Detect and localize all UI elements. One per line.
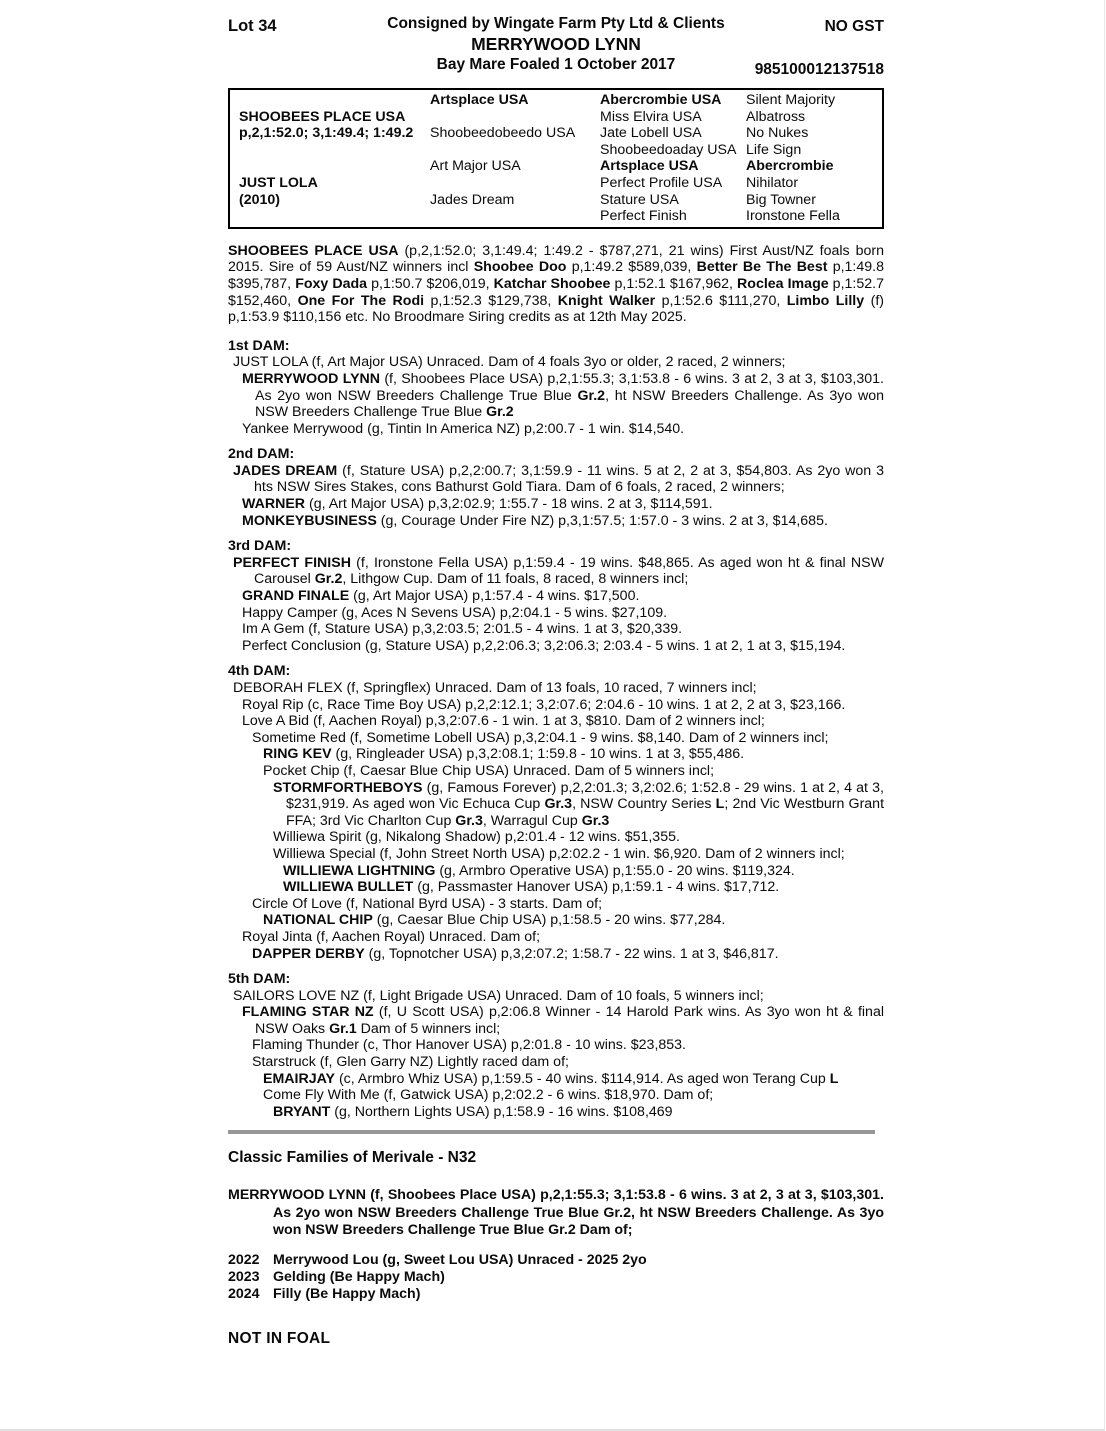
pedigree-gen3-2: Jate Lobell USA [600,125,702,142]
pedigree-entry [228,354,884,371]
bold-text: WILLIEWA BULLET [283,879,414,896]
microchip-number: 985100012137518 [754,61,884,78]
bold-text: L [715,796,725,813]
progeny-description: Filly (Be Happy Mach) [273,1286,421,1303]
bold-text: BRYANT [273,1103,331,1120]
pedigree-entry [228,896,884,913]
plain-text: (f, Ironstone Fella USA) p,1:59.4 - 19 wins. $48,865. As aged won ht & final NSW Carousel [254,554,884,588]
pedigree-entry [228,588,884,605]
consignor-line: Consigned by Wingate Farm Pty Ltd & Clients [387,15,725,32]
plain-text: Perfect Conclusion (g, Stature USA) p,2,2:06.3; 3,2:06.3; 2:03.4 - 5 wins. 1 at 2, 1 at 3, $15,194. [242,637,846,654]
pedigree-entry [228,421,884,438]
pedigree-entry [228,763,884,780]
pedigree-entry [228,513,884,530]
plain-text: Dam of 5 winners incl; [356,1020,501,1037]
plain-text: (f, U Scott USA) p,2:06.8 Winner - 14 Harold Park wins. As 3yo won ht & final NSW Oaks [255,1004,884,1037]
pedigree-entry [228,713,884,730]
pedigree-dam-cell [230,158,430,224]
plain-text: Williewa Special (f, John Street North USA) p,2:02.2 - 1 win. $6,920. Dam of 2 winners incl; [273,845,845,862]
bold-text: Gr.2 [577,387,606,404]
progeny-description: Gelding (Be Happy Mach) [273,1269,445,1286]
bold-text: Katchar Shoobee [493,275,611,292]
pedigree-gen2-2: Art Major USA [430,158,521,175]
bold-text: WARNER [242,496,306,513]
pedigree-entry [228,746,884,763]
pedigree-entry [228,829,884,846]
plain-text: (p,2,1:52.0; 3,1:49.4; 1:49.2 - $787,271, 21 wins) First Aust/NZ foals born 2015. Sire of 59 Aust/NZ winners incl [228,242,884,276]
horse-name: MERRYWOOD LYNN [471,34,641,54]
pedigree-entry [228,1054,884,1071]
pedigree-entry [228,929,884,946]
sire-summary-paragraph [228,243,884,326]
plain-text: (g, Courage Under Fire NZ) p,3,1:57.5; 1:57.0 - 3 wins. 2 at 3, $14,685. [376,512,828,529]
pedigree-gen2-3: Jades Dream [430,191,515,208]
plain-text: (g, Armbro Operative USA) p,1:55.0 - 20 wins. $119,324. [435,862,795,879]
pedigree-entry [228,1037,884,1054]
foal-status: NOT IN FOAL [228,1329,331,1347]
mare-summary-paragraph: MERRYWOOD LYNN (f, Shoobees Place USA) p,2,1:55.3; 3,1:53.8 - 6 wins. 3 at 2, 3 at 3, $103,301. As 2yo won NSW Breeders Challenge True Blue Gr.2, ht NSW Breeders Challenge. As 3yo won NSW Breeders Challenge True Blue Gr.2 Dam of; [228,1187,884,1238]
pedigree-entry [228,946,884,963]
plain-text: (g, Passmaster Hanover USA) p,1:59.1 - 4 wins. $17,712. [413,879,780,896]
bold-text: WILLIEWA LIGHTNING [283,862,436,879]
plain-text: p,1:52.3 $129,738, [424,292,558,309]
plain-text: (g, Ringleader USA) p,3,2:08.1; 1:59.8 - 10 wins. 1 at 3, $55,486. [331,746,745,763]
plain-text: (g, Art Major USA) p,3,2:02.9; 1:55.7 - 18 wins. 2 at 3, $114,591. [305,496,713,513]
bold-text: JADES DREAM [233,462,338,479]
plain-text: Circle Of Love (f, National Byrd USA) - 3 starts. Dam of; [252,895,603,912]
lot-number: Lot 34 [228,17,277,35]
pedigree-gen3-1: Miss Elvira USA [600,108,702,125]
plain-text: , ht NSW Breeders Challenge. As 3yo won NSW Breeders Challenge True Blue [255,387,884,421]
pedigree-gen3-0: Abercrombie USA [600,92,722,108]
pedigree-entry [228,555,884,588]
progeny-row [228,1286,884,1303]
pedigree-gen3-5: Perfect Profile USA [600,174,723,191]
bold-text: DAPPER DERBY [252,945,365,962]
foaling-info: Bay Mare Foaled 1 October 2017 [436,56,676,73]
plain-text: p,1:52.1 $167,962, [610,275,738,292]
bold-text: EMAIRJAY [263,1070,336,1087]
pedigree-entry [228,1004,884,1037]
bold-text: Foxy Dada [295,275,368,292]
pedigree-sire-cell [230,92,430,158]
plain-text: , Lithgow Cup. Dam of 11 foals, 8 raced, 8 winners incl; [342,571,689,588]
pedigree-entry [228,697,884,714]
dam-section-heading: 3rd DAM: [228,538,292,555]
bold-text: NATIONAL CHIP [263,912,373,929]
pedigree-entry [228,1104,884,1121]
bold-text: Shoobee Doo [473,259,567,276]
section-divider [228,1130,875,1134]
progeny-year: 2024 [228,1286,260,1303]
page-header [228,14,884,80]
pedigree-entry [228,638,884,655]
sire-record: p,2,1:52.0; 3,1:49.4; 1:49.2 [239,125,414,142]
pedigree-entry [228,1087,884,1104]
progeny-description: Merrywood Lou (g, Sweet Lou USA) Unraced - 2025 2yo [273,1252,647,1269]
plain-text: , NSW Country Series [572,796,716,813]
bold-text: Gr.3 [544,796,573,813]
pedigree-entry [228,371,884,421]
page-content [228,14,884,1348]
dam-foaling-year: (2010) [239,191,281,208]
bold-text: Better Be The Best [696,259,828,276]
dam-section-heading: 4th DAM: [228,663,291,680]
bold-text: Roclea Image [737,275,829,292]
pedigree-gen3-3: Shoobeedoaday USA [600,141,737,158]
pedigree-gen2-0: Artsplace USA [430,92,529,108]
pedigree-gen4-7: Ironstone Fella [746,208,840,225]
plain-text: Royal Jinta (f, Aachen Royal) Unraced. Dam of; [242,928,541,945]
pedigree-table [228,88,884,229]
classic-families-heading: Classic Families of Merivale - N32 [228,1149,477,1167]
pedigree-entry [228,846,884,863]
pedigree-gen4-5: Nihilator [746,174,799,191]
plain-text: ; 2nd Vic Westburn Grant FFA; 3rd Vic Charlton Cup [286,796,885,829]
bold-text: Gr.2 [486,404,514,421]
pedigree-entry [228,863,884,880]
pedigree-entry [228,463,884,496]
dam-section-heading: 2nd DAM: [228,446,295,463]
pedigree-gen2-1: Shoobeedobeedo USA [430,125,576,142]
bold-text: RING KEV [263,746,332,763]
plain-text: (g, Art Major USA) p,1:57.4 - 4 wins. $17,500. [349,588,640,605]
bold-text: L [829,1070,839,1087]
plain-text: (g, Northern Lights USA) p,1:58.9 - 16 wins. $108,469 [330,1103,673,1120]
pedigree-gen4-4: Abercrombie [746,158,834,175]
bold-text: Gr.3 [581,812,610,829]
plain-text: p,1:49.2 $589,039, [566,259,697,276]
pedigree-entry [228,680,884,697]
bold-text: MERRYWOOD LYNN [242,370,381,387]
gst-status: NO GST [824,18,884,35]
plain-text: Im A Gem (f, Stature USA) p,3,2:03.5; 2:01.5 - 4 wins. 1 at 3, $20,339. [242,621,683,638]
plain-text: SAILORS LOVE NZ (f, Light Brigade USA) Unraced. Dam of 10 foals, 5 winners incl; [233,987,764,1004]
progeny-year: 2022 [228,1252,260,1269]
pedigree-entry [228,621,884,638]
dam-section-heading: 1st DAM: [228,337,290,354]
pedigree-entry [228,1071,884,1088]
pedigree-gen4-3: Life Sign [746,141,802,158]
dam-section-heading: 5th DAM: [228,971,291,988]
bold-text: Knight Walker [557,292,656,309]
pedigree-entry [228,780,884,830]
plain-text: Pocket Chip (f, Caesar Blue Chip USA) Unraced. Dam of 5 winners incl; [263,762,715,779]
bold-text: Limbo Lilly [786,292,865,309]
plain-text: p,1:50.7 $206,019, [367,275,494,292]
plain-text: (g, Topnotcher USA) p,3,2:07.2; 1:58.7 - 22 wins. 1 at 3, $46,817. [364,945,779,962]
bold-text: Gr.2 [314,571,343,588]
progeny-row [228,1252,884,1269]
progeny-list [228,1252,884,1304]
bold-text: One For The Rodi [297,292,425,309]
plain-text: Love A Bid (f, Aachen Royal) p,3,2:07.6 - 1 win. 1 at 3, $810. Dam of 2 winners incl; [242,713,765,730]
pedigree-entry [228,912,884,929]
bold-text: SHOOBEES PLACE USA [228,242,399,259]
progeny-row [228,1269,884,1286]
pedigree-entry [228,496,884,513]
plain-text: Starstruck (f, Glen Garry NZ) Lightly raced dam of; [252,1054,569,1071]
plain-text: Happy Camper (g, Aces N Sevens USA) p,2:04.1 - 5 wins. $27,109. [242,604,668,621]
bold-text: MONKEYBUSINESS [242,512,377,529]
pedigree-entry [228,879,884,896]
bold-text: STORMFORTHEBOYS [273,779,423,796]
pedigree-entry [228,730,884,747]
pedigree-gen3-6: Stature USA [600,191,679,208]
bold-text: Gr.3 [455,812,483,829]
progeny-year: 2023 [228,1269,260,1286]
pedigree-gen3-7: Perfect Finish [600,208,687,225]
plain-text: Williewa Spirit (g, Nikalong Shadow) p,2:01.4 - 12 wins. $51,355. [273,829,680,846]
plain-text: Royal Rip (c, Race Time Boy USA) p,2,2:12.1; 3,2:07.6; 2:04.6 - 10 wins. 1 at 2, 2 at 3, $23,166. [242,696,846,713]
plain-text: p,1:52.7 $152,460, [228,275,884,309]
pedigree-gen4-2: No Nukes [746,125,809,142]
dam-sections [228,338,884,1121]
pedigree-gen4-0: Silent Majority [746,92,836,108]
pedigree-gen4-6: Big Towner [746,191,816,208]
pedigree-gen3-4: Artsplace USA [600,158,699,175]
bold-text: GRAND FINALE [242,588,350,605]
pedigree-entry [228,988,884,1005]
plain-text: , Warragul Cup [482,812,582,829]
plain-text: Sometime Red (f, Sometime Lobell USA) p,3,2:04.1 - 9 wins. $8,140. Dam of 2 winners incl; [252,729,829,746]
bold-text: PERFECT FINISH [233,554,351,571]
plain-text: (g, Famous Forever) p,2,2:01.3; 3,2:02.6; 1:52.8 - 29 wins. 1 at 2, 4 at 3, $231,919. As aged won Vic Echuca Cup [286,779,884,813]
plain-text: Come Fly With Me (f, Gatwick USA) p,2:02.2 - 6 wins. $18,970. Dam of; [263,1087,714,1104]
plain-text: (c, Armbro Whiz USA) p,1:59.5 - 40 wins. $114,914. As aged won Terang Cup [335,1070,830,1087]
dam-name: JUST LOLA [239,174,318,191]
plain-text: p,1:49.8 $395,787, [228,259,884,292]
plain-text: JUST LOLA (f, Art Major USA) Unraced. Dam of 4 foals 3yo or older, 2 raced, 2 winners; [233,354,786,371]
plain-text: Flaming Thunder (c, Thor Hanover USA) p,2:01.8 - 10 wins. $23,853. [252,1037,686,1054]
plain-text: DEBORAH FLEX (f, Springflex) Unraced. Dam of 13 foals, 10 raced, 7 winners incl; [233,680,757,696]
plain-text: (f, Stature USA) p,2,2:00.7; 3,1:59.9 - 11 wins. 5 at 2, 2 at 3, $54,803. As 2yo won 3 hts NSW Sires Stakes, cons Bathurst Gold Tiara. Dam of 6 foals, 2 raced, 2 winners; [254,462,884,496]
sire-name: SHOOBEES PLACE USA [239,108,406,125]
plain-text: (f, Shoobees Place USA) p,2,1:55.3; 3,1:53.8 - 6 wins. 3 at 2, 3 at 3, $103,301. As 2yo won NSW Breeders Challenge True Blue [255,370,884,404]
plain-text: (g, Caesar Blue Chip USA) p,1:58.5 - 20 wins. $77,284. [372,912,726,929]
bold-text: FLAMING STAR NZ [242,1004,374,1021]
plain-text: Yankee Merrywood (g, Tintin In America NZ) p,2:00.7 - 1 win. $14,540. [242,420,685,437]
bold-text: Gr.1 [329,1020,357,1037]
pedigree-gen4-1: Albatross [746,108,806,125]
plain-text: (f) p,1:53.9 $110,156 etc. No Broodmare Siring credits as at 12th May 2025. [228,292,884,326]
pedigree-entry [228,605,884,622]
plain-text: p,1:52.6 $111,270, [655,292,787,309]
